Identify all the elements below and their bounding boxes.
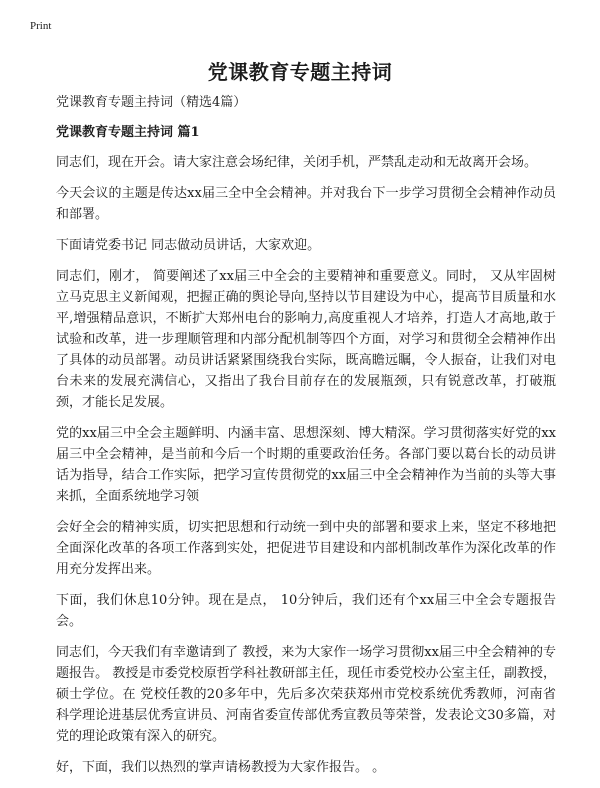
paragraph-3: 下面请党委书记 同志做动员讲话，大家欢迎。: [56, 238, 321, 253]
section-heading: 党课教育专题主持词 篇1: [56, 125, 200, 140]
paragraph-7: 下面，我们休息10分钟。现在是点， 10分钟后，我们还有个xx届三中全会专题报告会。: [56, 593, 556, 629]
paragraph-6: 会好全会的精神实质，切实把思想和行动统一到中央的部署和要求上来，坚定不移地把全面深化改革的各项工作落到实处，把促进节目建设和内部机制改革作为深化改革的作用充分发挥出来。: [56, 520, 556, 577]
document-subtitle: 党课教育专题主持词（精选4篇）: [56, 95, 247, 110]
paragraph-5: 党的xx届三中全会主题鲜明、内涵丰富、思想深刻、博大精深。学习贯彻落实好党的xx届三中全会精神，是当前和今后一个时期的重要政治任务。各部门要以葛台长的动员讲话为指导，结合工作实际，把学习宣传贯彻党的xx届三中全会精神作为当前的头等大事来抓，全面系统地学习领: [56, 426, 556, 504]
paragraph-2: 今天会议的主题是传达xx届三全中全会精神。并对我台下一步学习贯彻全会精神作动员和部署。: [56, 186, 556, 222]
paragraph-1: 同志们，现在开会。请大家注意会场纪律，关闭手机，严禁乱走动和无故离开会场。: [56, 155, 538, 170]
document-title: 党课教育专题主持词: [207, 60, 393, 84]
paragraph-8: 同志们，今天我们有幸邀请到了 教授，来为大家作一场学习贯彻xx届三中全会精神的专题报告。 教授是市委党校原哲学科社教研部主任，现任市委党校办公室主任，副教授，硕士学位。在 党校任教的20多年中，先后多次荣获郑州市党校系统优秀教师，河南省科学理论进基层优秀宣讲员、河南省委宣传部优秀宣教员等荣誉，发表论文30多篇，对党的理论政策有深入的研究。: [56, 645, 556, 744]
print-link[interactable]: Print: [30, 20, 52, 32]
document-body: [56, 94, 556, 788]
paragraph-9: 好，下面，我们以热烈的掌声请杨教授为大家作报告。 。: [56, 760, 386, 775]
paragraph-4: 同志们，刚才， 简要阐述了xx届三中全会的主要精神和重要意义。同时， 又从牢固树立马克思主义新闻观，把握正确的舆论导向,坚持以节目建设为中心，提高节目质量和水平,增强精品意识，不断扩大郑州电台的影响力,高度重视人才培养，打造人才高地,敢于试验和改革，进一步理顺管理和内部分配机制等四个方面，对学习和贯彻全会精神作出了具体的动员部署。动员讲话紧紧围绕我台实际，既高瞻远瞩，令人振奋，让我们对电台未来的发展充满信心，又指出了我台目前存在的发展瓶颈，只有锐意改革，打破瓶颈，才能长足发展。: [56, 269, 556, 410]
